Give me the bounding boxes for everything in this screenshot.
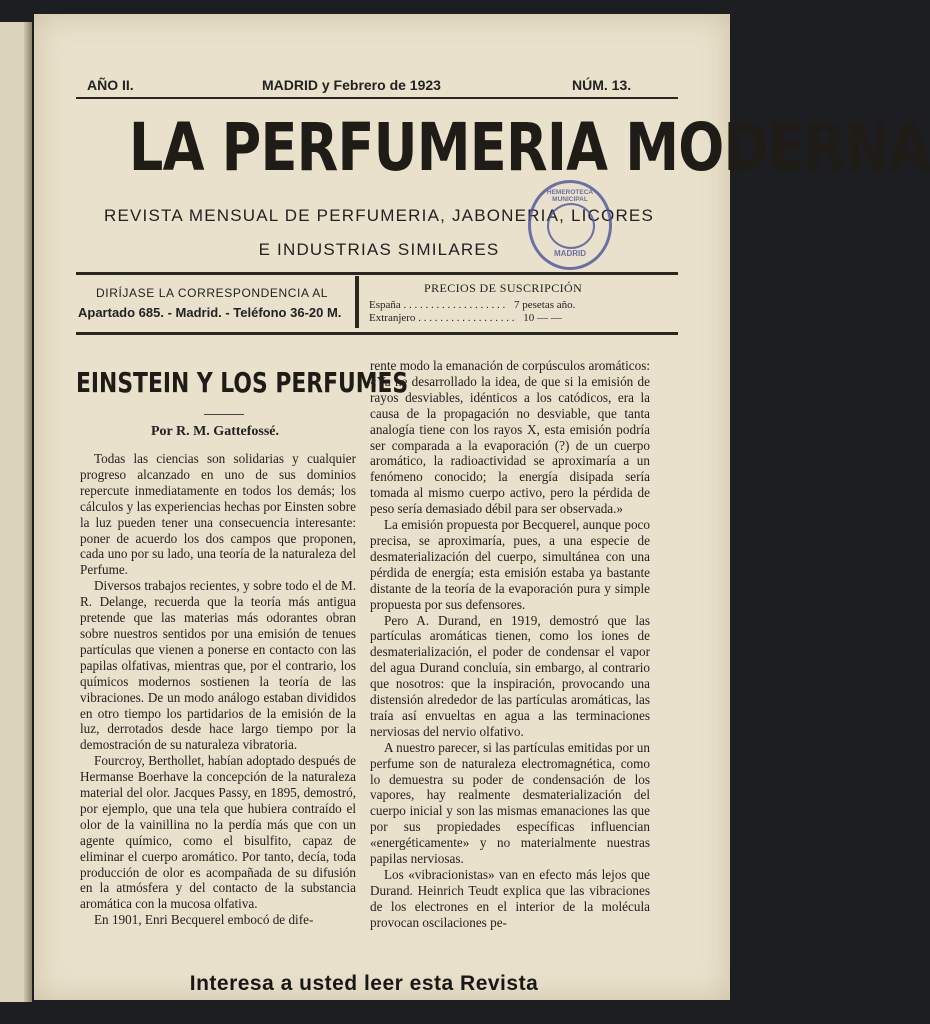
subscription-dots: . . . . . . . . . . . . . . . . . . . — [403, 299, 506, 311]
correspondence-address: Apartado 685. - Madrid. - Teléfono 36-20 M. — [78, 305, 342, 320]
info-box-divider — [355, 276, 359, 328]
info-box-bottom-rule — [76, 332, 678, 335]
title-rule — [204, 414, 244, 415]
issue-place-date: MADRID y Febrero de 1923 — [262, 77, 441, 93]
book-gutter — [24, 22, 32, 1002]
subscription-price: 7 pesetas año. — [514, 299, 576, 311]
subscription-label: Extranjero — [369, 312, 416, 324]
masthead-subtitle-1: REVISTA MENSUAL DE PERFUMERIA, JABONERIA, LICORES — [103, 206, 654, 225]
paragraph: En 1901, Enri Becquerel embocó de dife- — [94, 912, 314, 928]
stamp-text-top: HEMEROTECA MUNICIPAL — [546, 189, 594, 203]
paragraph: Los «vibracionistas» van en efecto más lejos que Durand. Heinrich Teudt explica que las vibraciones de los electrones en el interior de la molécula provocan oscilaciones pe- — [370, 867, 650, 930]
info-box-top-rule — [76, 272, 678, 275]
stamp-emblem — [547, 203, 595, 249]
magazine-page — [34, 14, 930, 1000]
footer-tagline: Interesa a usted leer esta Revista — [189, 972, 539, 995]
subscription-price: 10 — — — [523, 312, 562, 324]
library-stamp — [528, 180, 612, 270]
subscription-dots: . . . . . . . . . . . . . . . . . . — [418, 312, 515, 324]
article-right-column — [370, 358, 650, 931]
correspondence-heading: DIRÍJASE LA CORRESPONDENCIA AL — [96, 286, 329, 300]
paragraph: Diversos trabajos recientes, y sobre todo el de M. R. Delange, recuerda que la teoría más antigua pretende que las materias más odorantes obran sobre nuestros sentidos por una emisión de tenues partículas que vienen a ponerse en contacto con las papilas olfativas, mientras que, por el contrario, los químicos modernos sostienen la teoría de las vibraciones. De un modo análogo estaban divididos en otro tiempo los partidarios de la emisión de la luz, derrotados desde hace largo tiempo por la demostración de su naturaleza vibratoria. — [80, 578, 356, 753]
article-left-column — [80, 451, 356, 928]
header-rule — [76, 97, 678, 99]
article-title: EINSTEIN Y LOS PERFUMES — [76, 366, 409, 399]
issue-number: NÚM. 13. — [572, 77, 632, 93]
subscription-heading: PRECIOS DE SUSCRIPCIÓN — [424, 281, 583, 295]
paragraph: La emisión propuesta por Becquerel, aunque poco precisa, se aproximaría, pues, a una especie de desmaterialización del cuerpo, simultánea con una pérdida de energía; esta emisión estaba ya bastante distante de la teoría de la evaporación pura y simple propuesta por sus defensores. — [370, 517, 650, 612]
subscription-row-abroad — [369, 312, 562, 324]
masthead-title: LA PERFUMERIA MODERNA — [128, 109, 930, 186]
subscription-row-spain — [369, 299, 575, 311]
article-byline: Por R. M. Gattefossé. — [150, 424, 280, 439]
paragraph: Pero A. Durand, en 1919, demostró que las partículas aromáticas tienen, como los iones de desmaterialización, el poder de condensar el vapor del agua Durand concluía, sin embargo, al contrario que nosotros: que la inspiración, provocando una distensión alrededor de las partículas aromáticas, las traía así envueltas en agua a las terminaciones nerviosas del nervio olfativo. — [370, 612, 650, 739]
paragraph: Todas las ciencias son solidarias y cualquier progreso alcanzado en uno de sus dominios repercute inmediatamente en todos los demás; los cálculos y las experiencias hechas por Einsten sobre la luz pueden tener una consecuencia interesante: poner de acuerdo los dos campos que proponen, cada uno por su lado, una teoría de la naturaleza del Perfume. — [80, 451, 356, 578]
paragraph: Fourcroy, Berthollet, habían adoptado después de Hermanse Boerhave la concepción de la naturaleza material del olor. Jacques Passy, en 1895, demostró, por ejemplo, que una tela que hubiera contraído el olor de la vainillina no la perdía más que con un agente químico, como el bisulfito, capaz de eliminar el cuerpo aromático. Por tanto, decía, toda producción de olor es acompañada de su difusión en la atmósfera y del contacto de la substancia aromática con la mucosa olfativa. — [80, 753, 356, 912]
issue-year: AÑO II. — [87, 77, 134, 93]
masthead-subtitle-2: E INDUSTRIAS SIMILARES — [258, 240, 500, 259]
stamp-text-bottom: MADRID — [554, 249, 586, 258]
subscription-label: España — [369, 299, 401, 311]
paragraph: rente modo la emanación de corpúsculos aromáticos: «Ya he desarrollado la idea, de que si la emisión de rayos desviables, idénticos a los catódicos, era la causa de la propagación no desviable, que tanta analogía tiene con los rayos X, esta emisión podría ser comparada a la evaporación (?) de un cuerpo aromático, la radioactividad se aproximaría a un fenómeno conocido; la energía disipada sería tomada al mismo cuerpo activo, pero la pérdida de peso sería demasiado débil para ser observada.» — [370, 358, 650, 517]
paragraph: A nuestro parecer, si las partículas emitidas por un perfume son de naturaleza electromagnética, como lo demuestra su poder de condensación de los vapores, hay realmente desmaterialización del cuerpo inicial y son las mismas emanaciones las que por sus propiedades específicas influencian «energéticamente» y no materialmente nuestras papilas nerviosas. — [370, 739, 650, 867]
